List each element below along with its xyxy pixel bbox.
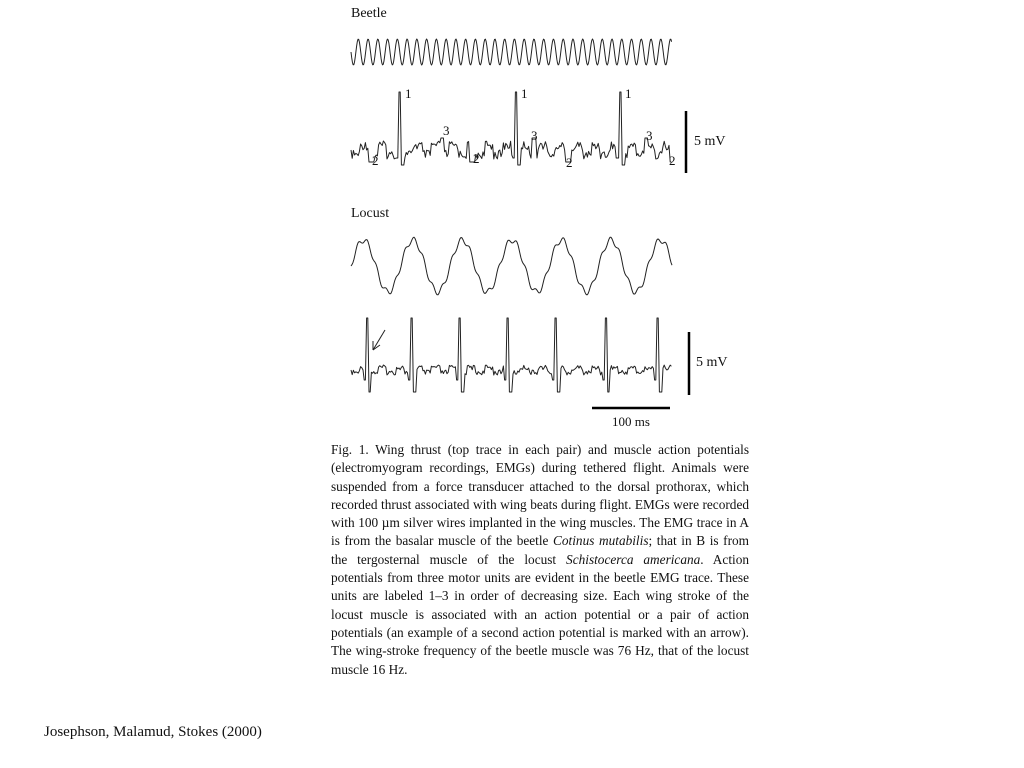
locust-label: Locust	[351, 206, 390, 221]
time-scale-label: 100 ms	[612, 414, 650, 429]
caption-text: ; that in B is from the tergosternal muscle of the locust	[331, 533, 749, 567]
locust-emg-trace	[351, 318, 671, 392]
locust-voltage-scale-label: 5 mV	[696, 355, 728, 370]
beetle-unit-label: 2	[566, 155, 573, 170]
caption-text: Fig. 1. Wing thrust (top trace in each pair) and muscle action potentials (electromyogram recordings, EMGs) during tethered flight. Animals were suspended from a force transducer attached to the dorsal prothorax, which recorded thrust associated with wing beats during flight. EMGs were recorded with 100 µm silver wires implanted in the wing muscles. The EMG trace in A is from the basalar muscle of the beetle	[331, 442, 749, 549]
beetle-unit-label: 3	[443, 123, 450, 138]
caption-species-locust: Schistocerca americana	[566, 551, 701, 567]
beetle-unit-label: 1	[405, 86, 412, 101]
beetle-unit-label: 2	[669, 153, 676, 168]
figure	[320, 0, 760, 440]
figure-caption	[331, 441, 749, 679]
beetle-unit-label: 3	[646, 128, 653, 143]
arrow-head-icon	[373, 341, 380, 350]
beetle-label: Beetle	[351, 6, 387, 21]
caption-text: . Action potentials from three motor units are evident in the beetle EMG trace. These units are labeled 1–3 in order of decreasing size. Each wing stroke of the locust muscle is associated with an action potential or a pair of action potentials (an example of a second action potential is marked with an arrow). The wing-stroke frequency of the beetle muscle was 76 Hz, that of the locust muscle 16 Hz.	[331, 551, 749, 677]
caption-species-beetle: Cotinus mutabilis	[553, 533, 649, 549]
citation: Josephson, Malamud, Stokes (2000)	[44, 724, 262, 740]
beetle-thrust-trace	[351, 39, 672, 65]
beetle-unit-label: 2	[473, 151, 480, 166]
figure-plot	[320, 0, 760, 440]
beetle-unit-label: 1	[625, 86, 632, 101]
locust-thrust-trace	[351, 237, 672, 295]
beetle-unit-label: 1	[521, 86, 528, 101]
beetle-voltage-scale-label: 5 mV	[694, 134, 726, 149]
beetle-emg-trace	[351, 92, 671, 165]
beetle-unit-label: 3	[531, 128, 538, 143]
beetle-unit-label: 2	[372, 153, 379, 168]
second-potential-arrow	[373, 330, 385, 350]
